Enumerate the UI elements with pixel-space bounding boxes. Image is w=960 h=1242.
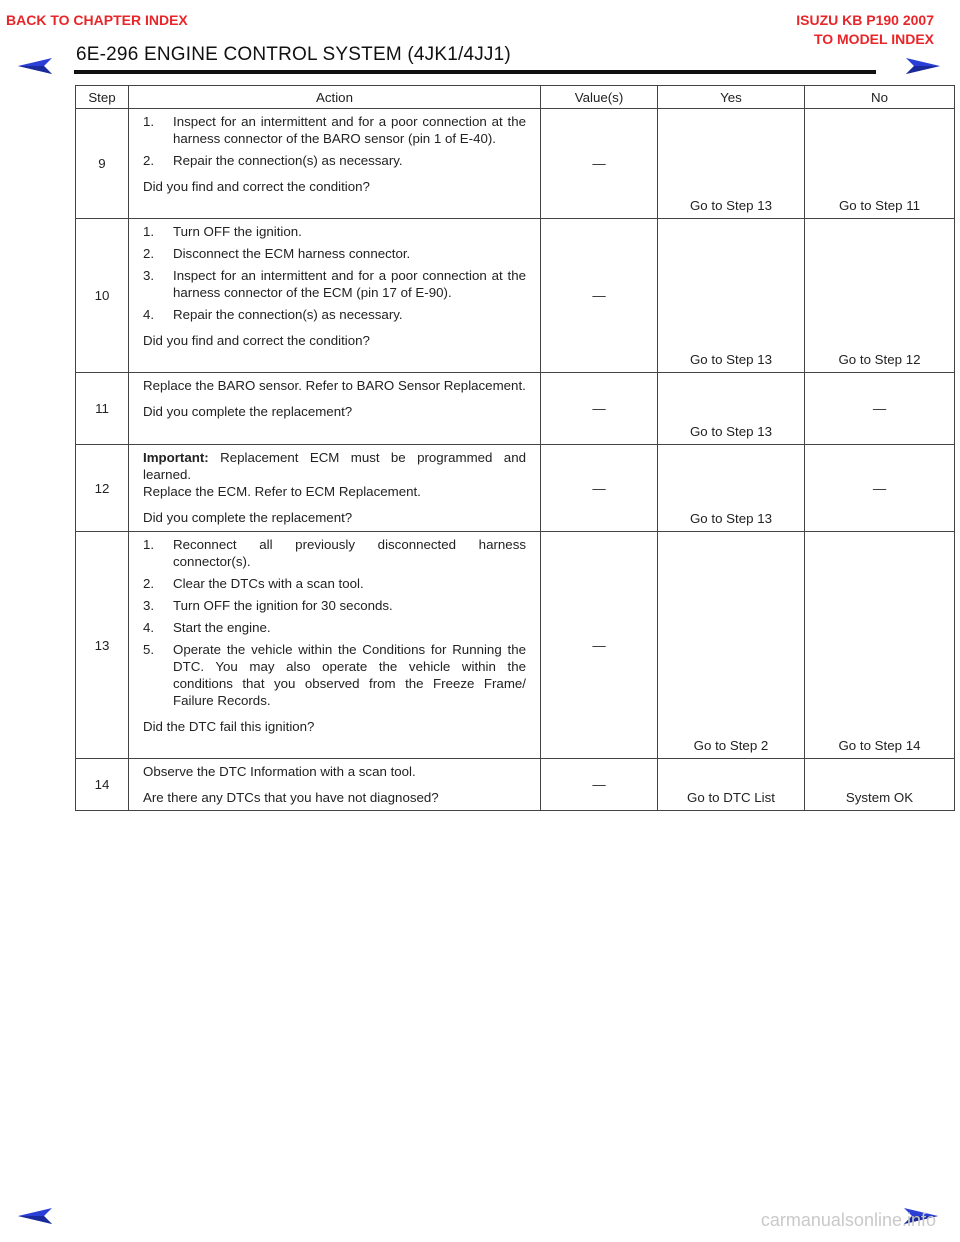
table-header-row [76, 86, 955, 109]
step-number: 11 [76, 373, 129, 445]
action-text: Observe the DTC Information with a scan tool. [143, 764, 416, 779]
column-header-yes: Yes [658, 86, 805, 109]
no-cell: Go to Step 12 [805, 219, 955, 373]
action-cell [129, 532, 541, 759]
action-cell [129, 445, 541, 532]
watermark-text: carmanualsonline.info [760, 1210, 936, 1230]
value-cell: — [541, 109, 658, 219]
action-question: Did you find and correct the condition? [143, 179, 370, 194]
previous-page-arrow-icon[interactable] [18, 1208, 52, 1224]
list-item: 1. Turn OFF the ignition. [143, 224, 302, 239]
value-cell: — [541, 759, 658, 811]
action-cell [129, 219, 541, 373]
list-item: 4. Repair the connection(s) as necessary. [143, 307, 403, 322]
list-item: 3. Turn OFF the ignition for 30 seconds. [143, 598, 393, 613]
list-item: 2. Disconnect the ECM harness connector. [143, 246, 411, 261]
previous-page-arrow-icon[interactable] [18, 58, 52, 74]
yes-cell: Go to DTC List [658, 759, 805, 811]
list-item: 3. Inspect for an intermittent and for a poor connection at the harness connector of the ECM (pin 17 of E-90). [143, 268, 526, 300]
diagnostic-table [75, 85, 955, 811]
table-row [76, 109, 955, 219]
action-question: Are there any DTCs that you have not diagnosed? [143, 790, 439, 805]
action-cell [129, 109, 541, 219]
list-item: 5. Operate the vehicle within the Conditions for Running the DTC. You may also operate the vehicle within the conditions that you observed from the Freeze Frame/ Failure Records. [143, 642, 526, 708]
column-header-no: No [805, 86, 955, 109]
action-question: Did you complete the replacement? [143, 404, 353, 419]
step-number: 14 [76, 759, 129, 811]
column-header-action: Action [129, 86, 541, 109]
no-cell: Go to Step 11 [805, 109, 955, 219]
list-item: 1. Reconnect all previously disconnected harness connector(s). [143, 537, 526, 569]
back-to-chapter-index-link[interactable]: BACK TO CHAPTER INDEX [6, 12, 188, 28]
yes-cell: Go to Step 13 [658, 109, 805, 219]
action-cell [129, 759, 541, 811]
important-note [143, 449, 526, 483]
action-list [143, 113, 526, 169]
value-cell: — [541, 373, 658, 445]
to-model-index-link[interactable]: TO MODEL INDEX [813, 31, 934, 47]
yes-cell: Go to Step 13 [658, 219, 805, 373]
no-cell: — [805, 373, 955, 445]
yes-cell: Go to Step 2 [658, 532, 805, 759]
action-question: Did you find and correct the condition? [143, 333, 370, 348]
list-item: 2. Repair the connection(s) as necessary. [143, 153, 403, 168]
table-row [76, 532, 955, 759]
no-cell: Go to Step 14 [805, 532, 955, 759]
column-header-values: Value(s) [541, 86, 658, 109]
action-question: Did the DTC fail this ignition? [143, 719, 315, 734]
step-number: 13 [76, 532, 129, 759]
no-cell: System OK [805, 759, 955, 811]
action-list [143, 223, 526, 323]
next-page-arrow-icon[interactable] [906, 58, 940, 74]
action-list [143, 536, 526, 709]
header-rule [74, 70, 876, 74]
action-question: Did you complete the replacement? [143, 510, 353, 525]
value-cell: — [541, 532, 658, 759]
list-item: 2. Clear the DTCs with a scan tool. [143, 576, 364, 591]
yes-cell: Go to Step 13 [658, 445, 805, 532]
table-row [76, 759, 955, 811]
action-cell [129, 373, 541, 445]
page-header-title: 6E-296 ENGINE CONTROL SYSTEM (4JK1/4JJ1) [76, 44, 511, 65]
value-cell: — [541, 445, 658, 532]
yes-cell: Go to Step 13 [658, 373, 805, 445]
table-row [76, 373, 955, 445]
list-item: 4. Start the engine. [143, 620, 271, 635]
table-row [76, 445, 955, 532]
model-title-link[interactable]: ISUZU KB P190 2007 [796, 12, 934, 28]
table-row [76, 219, 955, 373]
step-number: 9 [76, 109, 129, 219]
action-text: Replace the ECM. Refer to ECM Replacement. [143, 484, 421, 499]
column-header-step: Step [76, 86, 129, 109]
action-text: Replace the BARO sensor. Refer to BARO Sensor Replacement. [143, 378, 526, 393]
no-cell: — [805, 445, 955, 532]
value-cell: — [541, 219, 658, 373]
list-item: 1. Inspect for an intermittent and for a poor connection at the harness connector of the BARO sensor (pin 1 of E-40). [143, 114, 526, 146]
important-label: Important: [143, 450, 209, 465]
step-number: 12 [76, 445, 129, 532]
step-number: 10 [76, 219, 129, 373]
important-text: Replacement ECM must be programmed and learned. [143, 450, 526, 482]
